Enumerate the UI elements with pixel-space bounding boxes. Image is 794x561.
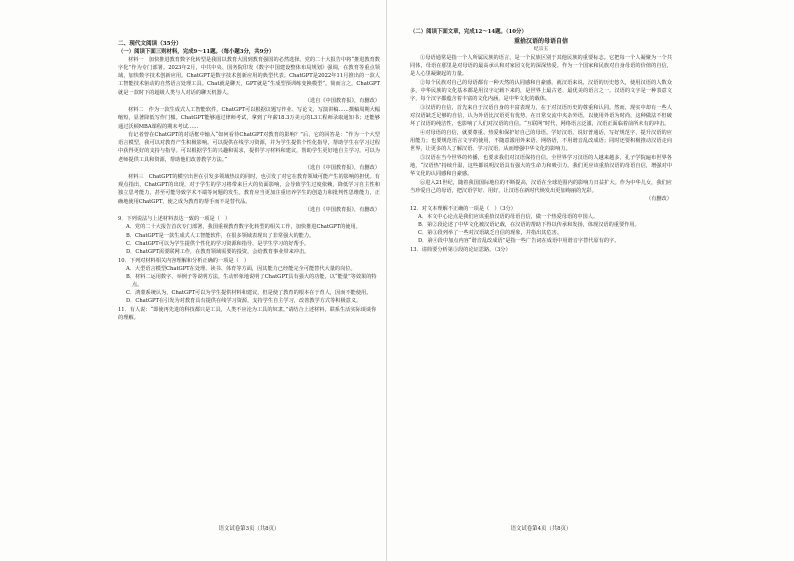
source-1: （选自《中国教育报》，有删改） xyxy=(304,98,380,105)
material-3: 材料三 ChatGPT的横空出世在引发多领域热议的同时，也引发了对它在教育领域可能产生的影响的担忧。有观点指出，ChatGPT的出现，对于学生的学习将带来巨大的负面影响，会导致学生过度依赖，降低学习自主性和独立思考能力，甚至可能导致学术不端等问题的发生。教育应当更加注重培养学生的创造力和批判性思维能力，正确地使用ChatGPT，使之成为教育的帮手而不是替代品。 xyxy=(118,174,380,205)
material-1: 材料一 加快推进教育数字化转型是我国以教育大国到教育强国的必然选择。党的二十大报告中将“推进教育数字化”作为专门部署。2023年2月，中共中央、国务院印发《数字中国建设整体布局规划》强调，在教育等重点领域，加快数字技术创新应用。ChatGPT是数字技术创新应用的典型代表。ChatGPT是2022年11月推出的一款人工智能技术驱动的自然语言处理工具。Chat就是聊天，GPT就是“生成型预训练变换模型”。简而言之，ChatGPT就是一款时下的超级人类与人对话的聊天机器人。 xyxy=(118,57,380,96)
question-9-option-d: D．ChatGPT需要联网工作，在教育领域需要的投资，会给教育事业带来冲击。 xyxy=(126,248,310,255)
question-12-option-a: A．本文中心论点是我们应该重拾汉语的母语自信，做一个热爱母语的中国人。 xyxy=(418,213,599,220)
subsection-title: （一）阅读下面三则材料，完成9～11题。（每小题3分，共9分） xyxy=(118,49,275,56)
question-13: 13．请简要分析第③段的论证思路。（3分） xyxy=(410,247,511,253)
question-10-option-d: D．ChatGPT在引发为对教育具有提供在线学习资源，支持学生自主学习，改善教学方式等积极意义。 xyxy=(126,298,362,305)
question-10-option-b: B．材料二运用数字、举例子等说明方法，生动形象地说明了ChatGPT具有强大的功能，以“能量”等效果的特点。 xyxy=(126,274,377,289)
question-12-option-c: C．第③段列举了一些对汉语缺乏自信的现象，并指出其危害。 xyxy=(418,229,563,236)
section-title: 二、现代文阅读（35分） xyxy=(118,41,182,47)
article-source: （有删改） xyxy=(646,196,672,203)
material-2b: 有记者曾在ChatGPT的对话框中输入“如何看待ChatGPT对教育的影响？”后，它的回答是：“作为一个大型语言模型，我可以对教育产生积极影响。可以提供在线学习资源，并为学生提供个性化指导，帮助学生在学习过程中获得更好的支持与指导。可以根据学生的兴趣和需求，提供学习材料和建议，帮助学生更好地自主学习。可以为老师提供工具和资源，帮助他们改善教学方法。” xyxy=(118,132,380,163)
question-11: 11．有人说：“即使再先进的科技都只是工具，人类不应沦为工具的奴隶。”请结合上述材料，联系生活实际谈谈你的理解。 xyxy=(118,307,377,322)
material-2: 材料二 作为一款生成式人工智能软件，ChatGPT可以根据议题写作业、写论文、写演讲稿……撰稿周期大幅缩短，显著降低写作门槛。ChatGPT能够通过律师考试，拿到了年薪18.3万美元的L3工程师录取通知书；还能够通过沃顿MBA课程的期末考试…… xyxy=(118,107,380,130)
source-3: （选自《中国教育报》，有删改） xyxy=(304,207,380,214)
question-9-option-b: B．ChatGPT是一款生成式人工智能软件，在很多领域表现出了非常强大的能力。 xyxy=(126,232,315,239)
question-12-option-b: B．第②段论述了中华文化被汉语记载，在汉语的帮助下得以传承和发扬，体现汉语的重要作用。 xyxy=(418,221,640,228)
article-paragraph-5: ⑤汉语在当今世界的传播，也要求我们对汉语保持自信。全世界学习汉语的人越来越多，孔子学院遍布世界各地，“汉语热”持续升温，这些都说明汉语具有强大的生命力和吸引力。我们更应该重拾汉语的母语自信，增强对中华文化的认同感和自豪感。 xyxy=(410,154,672,177)
article-paragraph-1: ①母语通常是指一个人所属民族的语言，是一个民族区别于其他民族的重要标志。它把每一个人凝聚为一个共同体，母语在那里是对母语的最高承认和对家园文化的深深热爱。作为一个国家和民族对自身母语的价值的自信，是人心里凝聚起的力量。 xyxy=(410,55,672,78)
question-10-option-c: C．鸿蒙系统认为，ChatGPT可以为学生提供材料和建议，但是使了教育的根本在于育人，因而不能使用。 xyxy=(126,290,372,297)
question-9-option-c: C．ChatGPT可以为学生提供个性化的学习资源和指导，是学生学习的好帮手。 xyxy=(126,240,310,247)
article-paragraph-4: ④对母语的自信，就要尊重、热爱和保护好自己的母语。学好汉语，说好普通话，写好规范字，提升汉语的应用能力；也要规范语言文字的使用，不随意滥用外来语、网络语，不用谐音乱改成语；同时还要积极推动汉语走向世界，让更多的人了解汉语、学习汉语，从而增强中华文化的影响力。 xyxy=(410,129,672,153)
page-divider xyxy=(386,0,387,561)
article-title: 重拾汉语的母语自信 xyxy=(513,38,568,46)
question-10-option-a: A．大型语言模型ChatGPT在处理、读书、体育等方面，因其能力已经能完全可能替代大量的岗位。 xyxy=(126,265,356,272)
article-author: 纪宗玉 xyxy=(533,47,549,53)
right-page-footer: 语文试卷第4页（共8页） xyxy=(510,526,572,532)
article-paragraph-6: ⑥进入21世纪，随着我国国际地位的不断提高，汉语在全球范围内的影响力日益扩大。作为中华儿女，我们应当珍爱自己的母语，把汉语学好、用好，让汉语在新时代焕发出更加绚丽的光彩。 xyxy=(410,179,672,194)
right-page xyxy=(410,28,672,528)
question-12: 12．对文本理解不正确的一项是（ ）（3分） xyxy=(410,205,516,212)
question-12-option-d: D．第④段中加点内容“谐音乱改成语”是指一些广告词在成语中用谐音字替代原有的字。 xyxy=(418,237,620,244)
article-paragraph-3: ③汉语的自信，首先来自于汉语自身的丰富表现力，在于对汉语历史的尊重和认同。然而，现实中却有一些人对汉语缺乏足够的自信，认为外语比汉语更有优势，在日常交流中夹杂外语，以使用外语为时尚，这种做法不但破坏了汉语的纯洁性，也影响了人们对汉语的自信。“互联网”时代，网络语言泛滥，汉语正面临着前所未有的冲击。 xyxy=(410,105,672,128)
question-10: 10．下列对材料相关内容理解和分析正确的一项是（ ） xyxy=(118,257,250,264)
question-9: 9．下列说法与上述材料表达一致的一项是（ ） xyxy=(118,216,231,223)
question-9-option-a: A．党的二十大报告首次专门部署，我国重视教育数字化转型的相关工作，加快推进ChatGPT的使用。 xyxy=(126,224,361,231)
left-page xyxy=(118,28,380,528)
article-paragraph-2: ②每个民族对自己的母语都有一种天然的认同感和自豪感。就汉语来说，汉语的历史悠久，使用汉语的人数众多，中华民族的文化基本都是用汉字记载下来的，是世界上最古老、最优美的语言之一。汉语的文字是一种表意文字，每个汉字都蕴含着丰富的文化内涵，是中华文化的载体。 xyxy=(410,80,672,103)
subsection-title-2: （二）阅读下面文章，完成12～14题。（10分） xyxy=(410,29,527,35)
source-2: （选自《中国教育报》，有删改） xyxy=(304,165,380,172)
left-page-footer: 语文试卷第3页（共8页） xyxy=(218,526,280,532)
